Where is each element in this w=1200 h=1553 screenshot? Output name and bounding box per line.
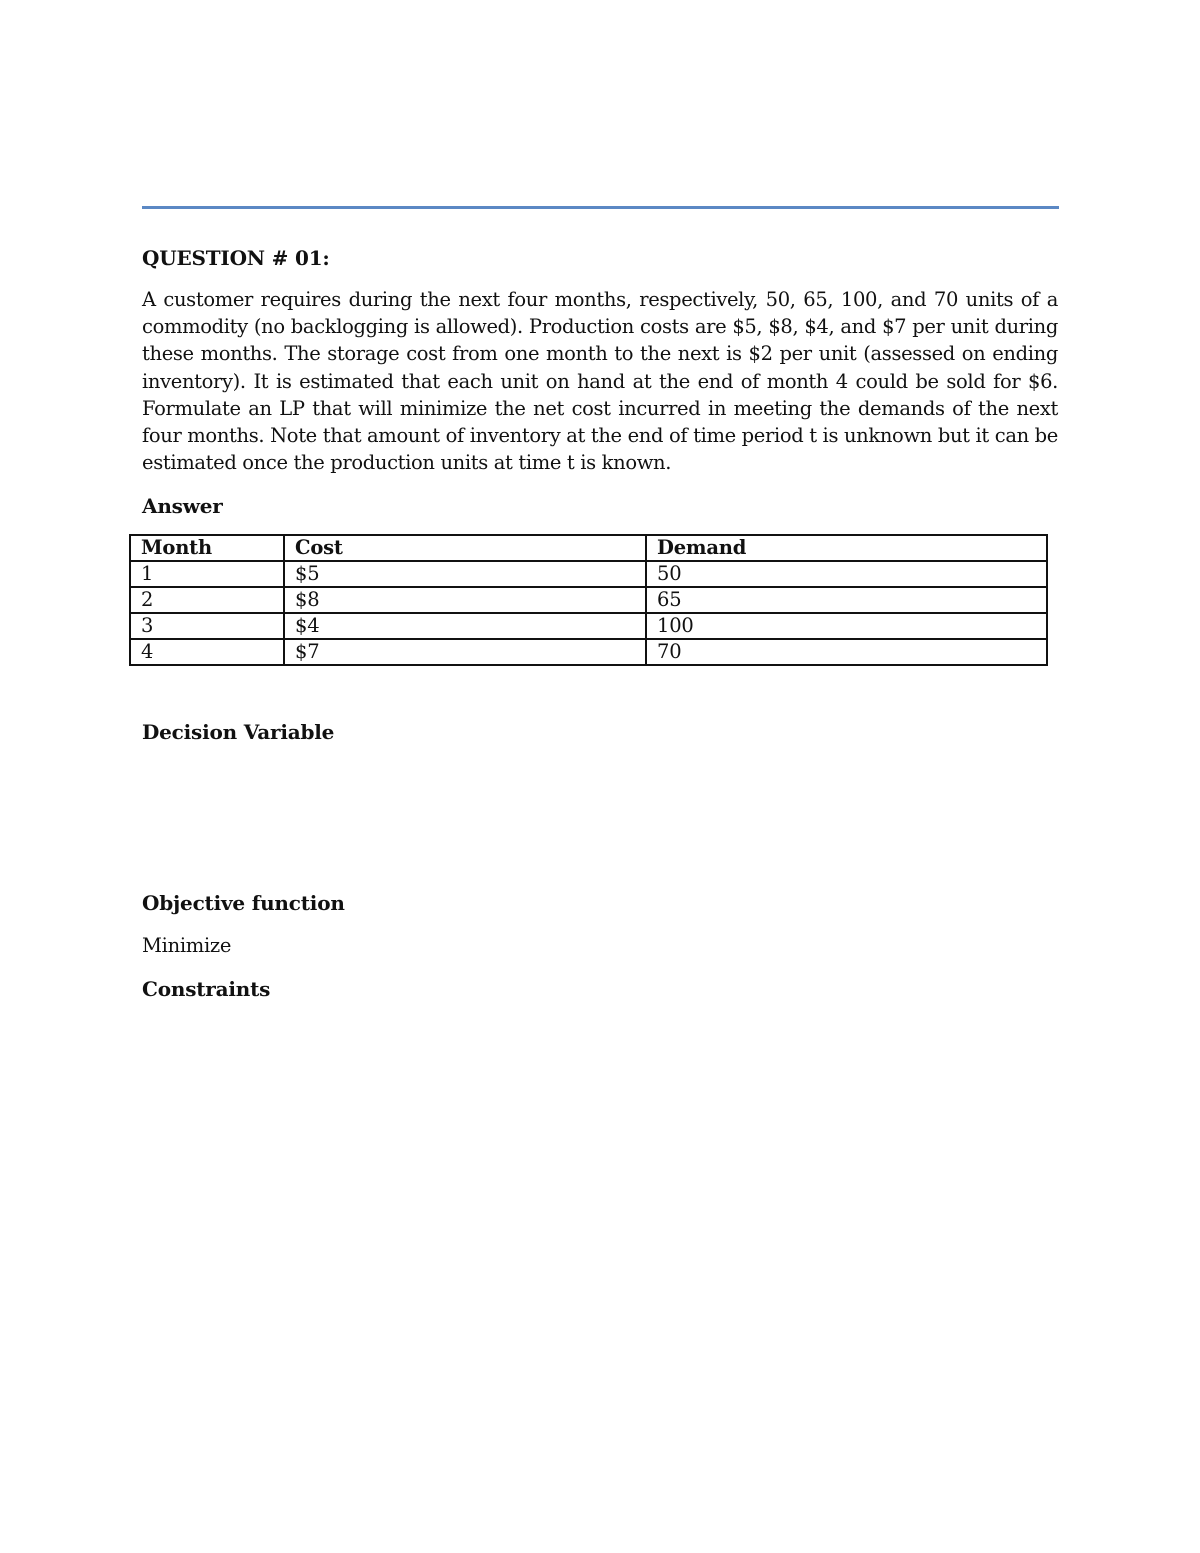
cell-cost: $8 (284, 587, 646, 613)
cell-month: 3 (130, 613, 284, 639)
cell-cost: $7 (284, 639, 646, 665)
objective-function-heading: Objective function (142, 891, 345, 915)
cell-demand: 70 (646, 639, 1047, 665)
cell-demand: 65 (646, 587, 1047, 613)
question-text: A customer requires during the next four months, respectively, 50, 65, 100, and 70 units of a commodity (no backlogging is allowed). Production costs are $5, $8, $4, and $7 per unit during these months. The storage cost from one month to the next is $2 per unit (assessed on ending inventory). It is estimated that each unit on hand at the end of month 4 could be sold for $6. Formulate an LP that will minimize the net cost incurred in meeting the demands of the next four months. Note that amount of inventory at the end of time period t is unknown but it can be estimated once the production units at time t is known. (142, 288, 1058, 475)
decision-variable-heading: Decision Variable (142, 720, 335, 744)
constraints-heading: Constraints (142, 977, 271, 1001)
header-cost: Cost (284, 535, 646, 561)
objective-minimize-text: Minimize (142, 934, 232, 957)
cell-demand: 100 (646, 613, 1047, 639)
cell-month: 1 (130, 561, 284, 587)
table-row (130, 587, 1047, 613)
cell-cost: $4 (284, 613, 646, 639)
header-demand: Demand (646, 535, 1047, 561)
table-header-row (130, 535, 1047, 561)
cell-cost: $5 (284, 561, 646, 587)
cell-demand: 50 (646, 561, 1047, 587)
table-row (130, 639, 1047, 665)
cell-month: 4 (130, 639, 284, 665)
table-row (130, 561, 1047, 587)
answer-heading: Answer (142, 494, 223, 518)
question-title: QUESTION # 01: (142, 246, 330, 270)
cell-month: 2 (130, 587, 284, 613)
header-rule (142, 206, 1059, 209)
cost-demand-table (129, 534, 1048, 666)
table-row (130, 613, 1047, 639)
header-month: Month (130, 535, 284, 561)
